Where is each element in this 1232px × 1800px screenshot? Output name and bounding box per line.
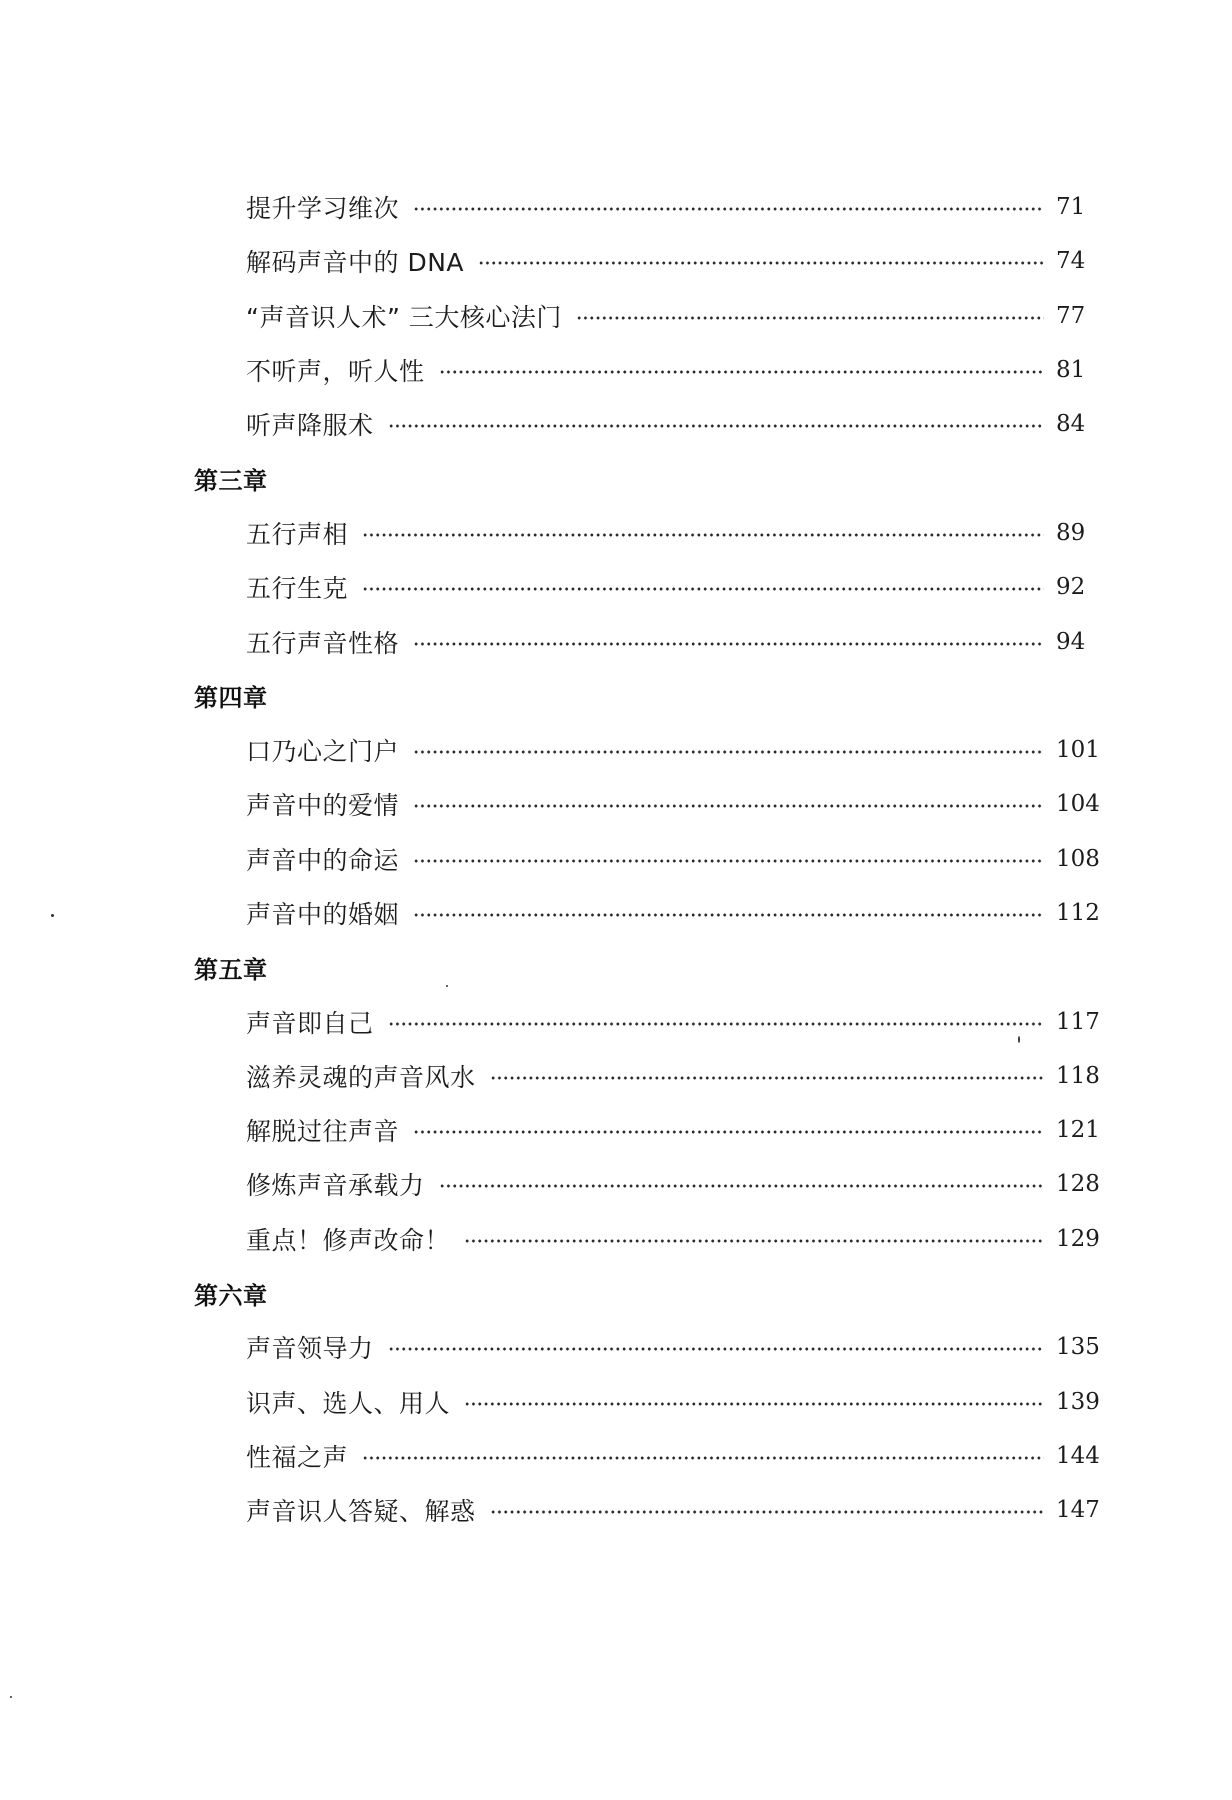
scan-speck [51,914,54,917]
scan-speck [1018,1036,1020,1043]
dot-leader [362,1456,1044,1460]
toc-entry-title: 五行声音性格 [246,628,400,658]
toc-entry-title: 五行生克 [246,574,349,604]
toc-page-number: 129 [1056,1225,1100,1252]
toc-entry-row [194,180,1114,234]
scan-speck [446,985,448,987]
toc-entry-title: 听声降服术 [246,411,374,441]
toc-entry [194,1103,1114,1157]
toc-entry [194,614,1114,668]
toc-page-number: 89 [1056,519,1086,546]
toc-entry-title: 五行声相 [246,519,349,549]
toc-entry [194,886,1114,940]
toc-entry-row [194,560,1114,614]
toc-page-number: 128 [1056,1171,1100,1198]
toc-entry-row [194,506,1114,560]
toc-entry-title: 提升学习维次 [246,194,400,224]
toc-entry-row [194,886,1114,940]
toc-entry [194,506,1114,560]
toc-entry [194,1212,1114,1266]
toc-entry-row [194,1157,1114,1211]
toc-entry-title: 声音中的爱情 [246,791,400,821]
toc-entry-title: 声音领导力 [246,1334,374,1364]
toc-entry [194,397,1114,451]
toc-entry-row [194,397,1114,451]
chapter-title: 第四章 [194,684,268,713]
toc-entry-title: 滋养灵魂的声音风水 [246,1062,476,1092]
dot-leader [413,859,1044,863]
toc-entry [194,1483,1114,1537]
dot-leader [413,642,1044,646]
chapter-title: 第三章 [194,467,268,496]
toc-entry-row [194,1049,1114,1103]
toc-entry-title: 声音中的命运 [246,845,400,875]
toc-entry-row [194,1320,1114,1374]
toc-entry-title: 解脱过往声音 [246,1117,400,1147]
toc-entry-row [194,777,1114,831]
scan-speck [10,1696,12,1698]
table-of-contents [194,180,1114,1537]
toc-entry [194,1429,1114,1483]
toc-entry-title: 解码声音中的 DNA [246,248,465,278]
toc-page-number: 135 [1056,1334,1100,1361]
toc-entry-row [194,1429,1114,1483]
toc-entry-title: 修炼声音承载力 [246,1171,425,1201]
chapter-heading-row [194,940,1114,994]
dot-leader [362,587,1044,591]
toc-entry-row [194,832,1114,886]
toc-entry-row [194,234,1114,288]
toc-entry [194,1375,1114,1429]
chapter-heading [194,451,1114,505]
dot-leader [439,370,1044,374]
chapter-title: 第五章 [194,955,268,984]
toc-entry-title: 声音中的婚姻 [246,900,400,929]
chapter-heading-row [194,1266,1114,1320]
dot-leader [576,316,1044,320]
toc-entry-row [194,1103,1114,1157]
toc-page-number: 74 [1056,248,1086,275]
toc-entry-row [194,723,1114,777]
toc-page-number: 77 [1056,302,1086,329]
toc-page-number: 84 [1056,411,1086,438]
dot-leader [413,1130,1044,1134]
toc-page-number: 144 [1056,1442,1100,1469]
toc-entry [194,560,1114,614]
toc-page-number: 117 [1056,1008,1100,1035]
toc-entry-row [194,1375,1114,1429]
dot-leader [413,750,1044,754]
dot-leader [478,261,1044,265]
dot-leader [413,207,1044,211]
toc-page-number: 108 [1056,845,1100,872]
toc-entry [194,832,1114,886]
toc-page-number: 71 [1056,194,1086,221]
dot-leader [388,1022,1044,1026]
chapter-heading [194,1266,1114,1320]
chapter-title: 第六章 [194,1281,268,1310]
toc-entry-title: 识声、选人、用人 [246,1388,451,1418]
toc-entry [194,343,1114,397]
toc-entry [194,723,1114,777]
toc-page-number: 112 [1056,900,1100,926]
toc-page-number: 118 [1056,1062,1100,1089]
toc-entry-title: “声音识人术” 三大核心法门 [246,302,562,332]
toc-page-number: 81 [1056,357,1086,384]
dot-leader [439,1184,1044,1188]
toc-entry-row [194,1483,1114,1537]
toc-page-number: 147 [1056,1497,1100,1524]
toc-entry-title: 声音识人答疑、解惑 [246,1497,476,1527]
toc-page-number: 94 [1056,628,1086,655]
dot-leader [413,913,1044,917]
toc-entry [194,1049,1114,1103]
toc-entry [194,180,1114,234]
dot-leader [464,1402,1044,1406]
toc-entry-row [194,994,1114,1048]
chapter-heading [194,940,1114,994]
toc-page-number: 92 [1056,574,1086,601]
toc-entry-row [194,614,1114,668]
dot-leader [362,533,1044,537]
dot-leader [413,804,1044,808]
toc-entry-row [194,289,1114,343]
toc-entry [194,1320,1114,1374]
chapter-heading-row [194,669,1114,723]
dot-leader [490,1510,1044,1514]
dot-leader [464,1239,1044,1243]
toc-entry-row [194,343,1114,397]
chapter-heading [194,669,1114,723]
toc-page-number: 139 [1056,1388,1100,1415]
toc-page-number: 101 [1056,737,1100,764]
toc-entry [194,1157,1114,1211]
dot-leader [490,1076,1044,1080]
toc-entry-title: 性福之声 [246,1442,349,1472]
chapter-heading-row [194,451,1114,505]
toc-entry-title: 声音即自己 [246,1008,374,1038]
toc-entry-title: 口乃心之门户 [246,737,400,767]
toc-entry [194,994,1114,1048]
toc-page-number: 121 [1056,1117,1100,1144]
toc-entry [194,777,1114,831]
toc-entry [194,289,1114,343]
toc-entry-title: 重点！修声改命！ [246,1225,451,1255]
dot-leader [388,1347,1044,1351]
toc-entry-title: 不听声，听人性 [246,357,425,387]
dot-leader [388,424,1044,428]
toc-entry-row [194,1212,1114,1266]
toc-entry [194,234,1114,288]
toc-page-number: 104 [1056,791,1100,818]
